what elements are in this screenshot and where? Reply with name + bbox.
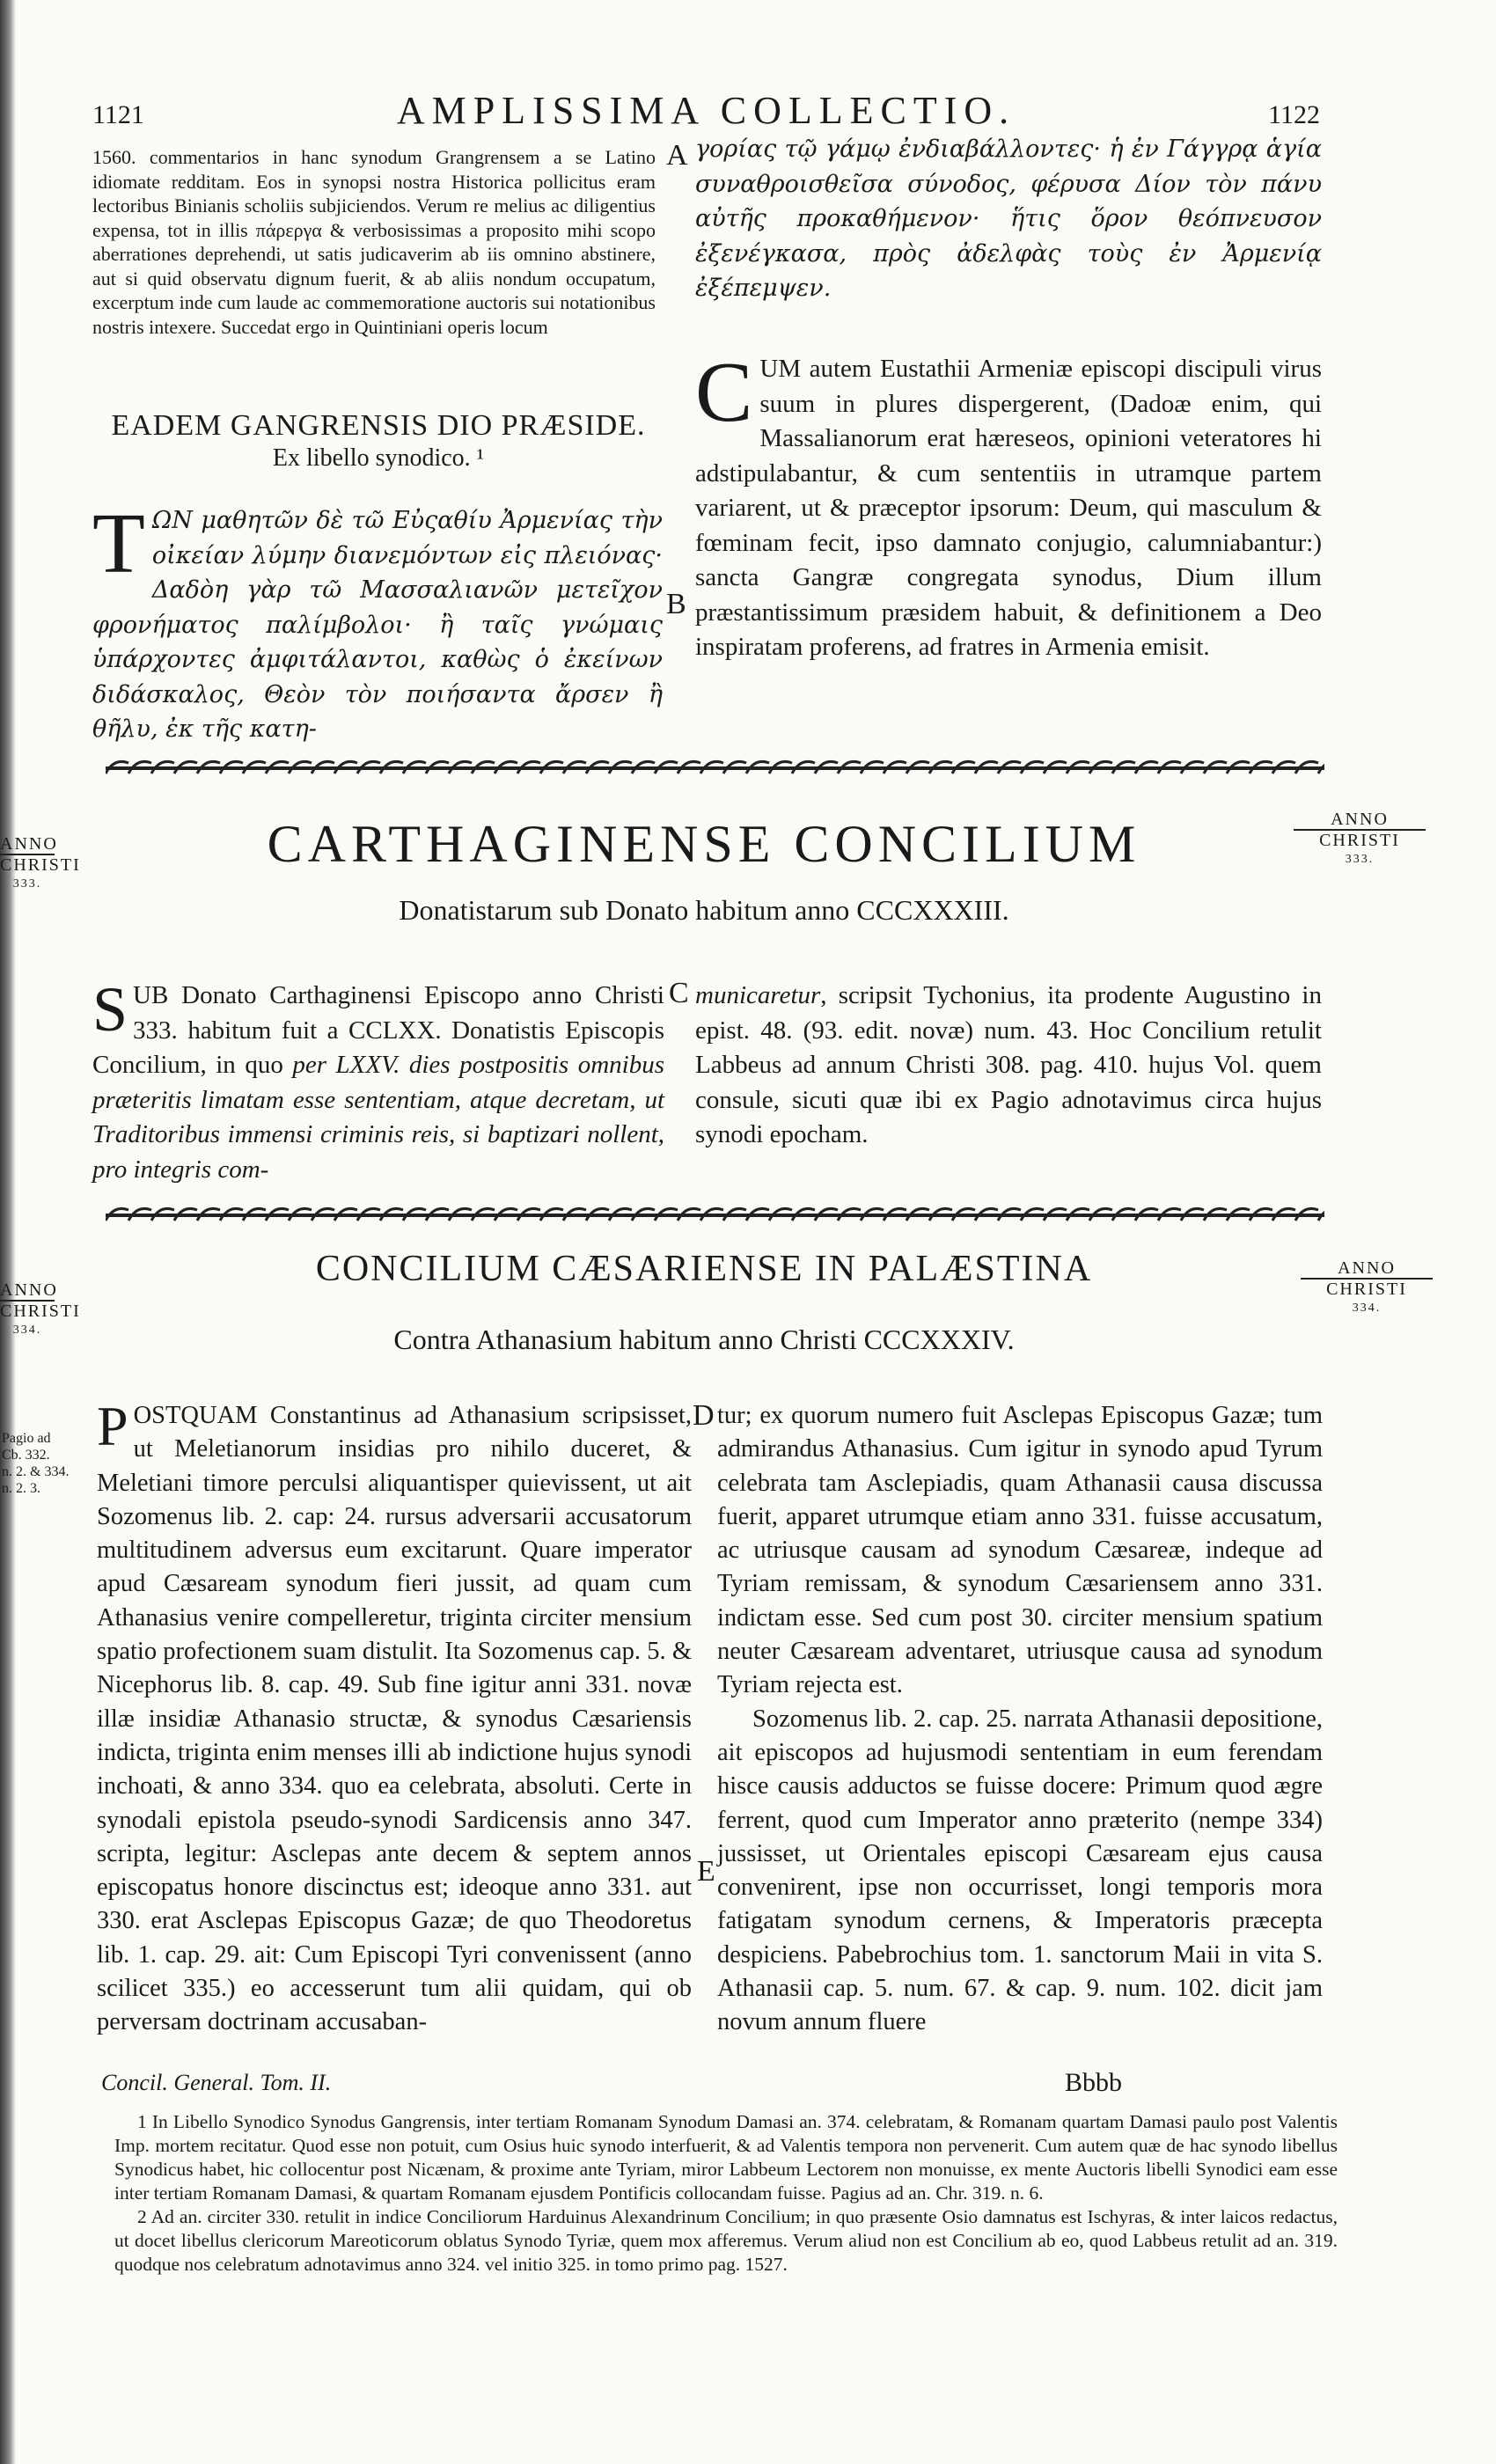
year-label: 333.	[12, 877, 42, 891]
carthage-title: CARTHAGINENSE CONCILIUM	[267, 815, 1141, 873]
christi-label: CHRISTI	[1326, 1280, 1407, 1299]
footnote-2: 2 Ad an. circiter 330. retulit in indice Conciliorum Harduinus Alexandrinum Concilium; in quo præsente Osio damnatus est Ischyras, & inter laicos redactus, ut docet libellus clericorum Mareoticorum oblatus Synodo Tyriæ, quem mox afferemus. Verum aliud non est Concilium ab eo, quod Labbeus retulit ad an. 319. quodque nos celebratum adnotavimus anno 324. vel initio 325. in tomo primo pag. 1527.	[114, 2206, 1338, 2275]
anno-label: ANNO	[1338, 1258, 1396, 1278]
latin-right-block	[695, 345, 1322, 665]
carthage-right-roman: , scripsit Tychonius, ita prodente Augustino in epist. 48. (93. edit. novæ) num. 43. Hoc Concilium retulit Labbeus ad annum Christi 308. pag. 410. hujus Vol. quem consule, sicuti quæ ibi ex Pagio adnotavimus circa hujus synodi epocham.	[695, 981, 1322, 1148]
margin-note-line: n. 2. & 334.	[2, 1464, 70, 1479]
caesarea-left-text: OSTQUAM Constantinus ad Athanasium scripsisset, ut Meletianorum insidias pro nihilo duceret, & Meletiani timore perculsi aliquantisper quievissent, ut ait Sozomenus lib. 2. cap: 24. rursus adversarii accusatorum multitudinem adversus eum excitarunt. Quare imperator apud Cæsaream synodum fieri jussit, ad quam cum Athanasius venire compelleretur, triginta circiter mensium spatio profectionem suam distulit. Ita Sozomenus cap. 5. & Nicephorus lib. 8. cap. 49. Sub fine igitur anni 331. novæ illæ insidiæ Athanasio structæ, & synodus Cæsariensis indicta, triginta enim menses illi ab indictione hujus synodi inchoati, & anno 334. quo ea celebrata, absoluti. Certe in synodali epistola pseudo-synodi Sardicensis anno 347. scripta, legitur: Asclepas ante decem & septem annos episcopatus honore discinctus est; ideoque anno 331. aut 330. erat Asclepas Episcopus Gazæ; de quo Theodoretus lib. 1. cap. 29. ait: Cum Episcopi Tyri convenissent (anno scilicet 335.) eo accesserunt tum alii quidam, qui ob perversam doctrinam accusaban-	[97, 1402, 692, 2036]
caesarea-right-text-1: tur; ex quorum numero fuit Asclepas Episcopus Gazæ; tum admirandus Athanasius. Cum igitur in synodo apud Tyrum celebrata tam Asclepiadis, quam Athanasii causa discussa fuerit, apparet utrumque etiam anno 331. fuisse accusatum, ac utriusque causam ad synodum Cæsareæ, indeque ad Tyriam remissam, & synodum Cæsariensem anno 331. indictam esse. Sed cum post 30. circiter mensium spatium neuter Cæsaream adventaret, utriusque causa ad synodum Tyriam rejecta est.	[717, 1402, 1323, 1699]
caesarea-right-column	[717, 1399, 1323, 2040]
caesarea-right-text-2: Sozomenus lib. 2. cap. 25. narrata Athanasii depositione, ait episcopos ad hujusmodi sententiam in eum ferendam hisce causis adductos se fuisse docere: Primum quod ægre ferrent, quod cum Imperator anno præterito (nempe 334) jussisset, ut Orientales episcopi Cæsaream ejus causa convenirent, ipse non occurrisset, longi temporis mora fatigatam synodum cernens, & Imperatoris præcepta despiciens. Pabebrochius tom. 1. sanctorum Maii in vita S. Athanasii cap. 5. num. 67. & cap. 9. num. 102. dicit jam novum annum fluere	[717, 1705, 1323, 2036]
margin-letter-e: E	[697, 1855, 715, 1888]
anno-right-333	[1294, 810, 1426, 869]
christi-label: CHRISTI	[1319, 831, 1400, 850]
gangra-subtitle: Ex libello synodico. ¹	[272, 444, 485, 472]
carthage-drop-cap: S	[92, 974, 128, 1045]
margin-note-line: n. 2. 3.	[2, 1481, 40, 1496]
christi-label: CHRISTI	[0, 1302, 81, 1321]
gangra-heading	[88, 409, 669, 473]
greek-right-block	[695, 132, 1322, 306]
running-title: AMPLISSIMA COLLECTIO.	[396, 89, 1016, 132]
christi-label: CHRISTI	[0, 855, 81, 875]
anno-label: ANNO	[0, 834, 58, 854]
page-number-left: 1121	[92, 100, 144, 129]
rope-ornament-1	[106, 759, 1324, 778]
footnote-1: 1 In Libello Synodico Synodus Gangrensis, inter tertiam Romanam Synodum Damasi an. 374. celebratam, & Romanam quartam Damasi paulo post Valentis Imp. mortem recitatur. Quod esse non potuit, cum Osius huic synodo interfuerit, & ad Valentis tempora non pervenerit. Cum autem quæ de hac synodo libellus Synodicus habet, hic collocentur post Nicænam, & proxime ante Tyriam, miror Labbeum Lectorem non monuisse, ex mente Auctoris libelli Synodici eam esse inter tertiam Romanam Damasi, & quartam Romanam ejusdem Pontificis collocandam fuisse. Pagius ad an. Chr. 319. n. 6.	[114, 2111, 1338, 2204]
greek-left-block	[92, 496, 663, 747]
anno-label: ANNO	[0, 1280, 58, 1300]
margin-letter-a: A	[666, 139, 688, 172]
latin-drop-cap: C	[695, 345, 753, 440]
anno-right-334	[1301, 1258, 1433, 1318]
margin-letter-d: D	[693, 1399, 715, 1432]
caesarea-subtitle: Contra Athanasium habitum anno Christi CCCXXXIV.	[393, 1324, 1015, 1355]
gathering-signature: Bbbb	[1065, 2068, 1123, 2097]
greek-drop-cap: T	[92, 496, 145, 591]
margin-note-line: Pagio ad	[2, 1431, 51, 1446]
caesarea-left-column	[97, 1395, 692, 2040]
intro-paragraph: 1560. commentarios in hanc synodum Grangrensem a se Latino idiomate redditam. Eos in synopsi nostra Historica pollicitus eram lectoribus Binianis scholiis subjiciendos. Verum re melius ac diligentius expensa, tot in illis πάρεργα & verbosissimas a proposito mihi scopo aberrationes deprehendi, ut satis judicaverim ab iis omnino abstinere, aut si quid observatu dignum fuerit, & ab aliis nondum occupatum, excerptum inde cum laude ac commemoratione auctoris sui notationibus nostris intexere. Succedat ergo in Quintiniani operis locum	[92, 146, 656, 338]
caesarea-title: CONCILIUM CÆSARIENSE IN PALÆSTINA	[315, 1249, 1093, 1289]
carthage-left-italic: per LXXV. dies postpositis omnibus præteritis limatam esse sententiam, atque decretam, ut Traditoribus immensi criminis reis, si baptizari nollent, pro integris com-	[92, 1051, 664, 1184]
caesarea-drop-cap: P	[97, 1395, 128, 1457]
rope-ornament-2	[106, 1206, 1324, 1225]
carthage-right-italic: municaretur	[695, 981, 821, 1009]
carthage-subtitle: Donatistarum sub Donato habitum anno CCCXXXIII.	[399, 894, 1009, 926]
year-label: 333.	[1345, 853, 1375, 866]
margin-note-line: Cb. 332.	[2, 1448, 50, 1463]
latin-right-text: UM autem Eustathii Armeniæ episcopi discipuli virus suum in plures dispergerent, (Dadoæ enim, qui Massalianorum erat hæreseos, opinioni veteratores hi adstipulabantur, & cum sententiis in utramque partem variarent, ut & præceptor ipsorum: Deum, qui masculum & fœminam fecit, ipso damnato conjugio, calumniabantur:) sancta Gangræ congregata synodus, Dium illum præstantissimum præsidem habuit, & definitionem a Deo inspiratam proferens, ad fratres in Armenia emisit.	[695, 355, 1322, 661]
year-label: 334.	[12, 1324, 42, 1337]
greek-left-text: ΩΝ μαθητῶν δὲ τῶ Εὐςαθίυ Ἀρμενίας τὴν οἰκείαν λύμην διανεμόντων εἰς πλειόνας· Δαδὸη γὰρ τῶ Μασσαλιανῶν μετεῖχον φρονήματος παλίμβολοι· ἢ ταῖς γνώμαις ὑπάρχοντες ἀμφιτάλαντοι, καθὼς ὁ ἐκείνων διδάσκαλος, Θεὸν τὸν ποιήσαντα ἄρσεν ἢ θῆλυ, ἐκ τῆς κατη-	[92, 507, 663, 743]
running-header	[92, 81, 1320, 134]
volume-signature: Concil. General. Tom. II.	[101, 2070, 332, 2095]
carthage-left-column	[92, 974, 664, 1187]
margin-letter-c: C	[669, 977, 689, 1009]
anno-label: ANNO	[1331, 810, 1389, 829]
anno-left-334	[0, 1280, 81, 1340]
margin-letter-b: B	[666, 588, 686, 620]
carthage-heading	[132, 814, 1276, 927]
pagi-margin-note	[2, 1430, 90, 1497]
gangra-title: EADEM GANGRENSIS DIO PRÆSIDE.	[111, 409, 646, 442]
footnotes	[114, 2110, 1338, 2277]
anno-left-333	[0, 834, 81, 894]
carthage-right-column	[695, 979, 1322, 1153]
greek-right-text: γορίας τῷ γάμῳ ἐνδιαβάλλοντες· ἡ ἐν Γάγγρᾳ ἁγία συναθροισθεῖσα σύνοδος, φέρυσα Δίον τὸν πάνυ αὐτῆς προκαθήμενον· ἥτις ὅρον θεόπνευσον ἐξενέγκασα, πρὸς ἀδελφὰς τοὺς ἐν Ἀρμενίᾳ ἐξέπεμψεν.	[695, 136, 1322, 302]
carthage-left-roman: UB Donato Carthaginensi Episcopo anno Christi 333. habitum fuit a CCLXX. Donatistis Episcopis Concilium, in quo	[92, 981, 664, 1079]
caesarea-heading	[132, 1248, 1276, 1356]
page-number-right: 1122	[1268, 100, 1320, 129]
binding-shadow	[0, 0, 16, 2464]
top-left-column	[92, 145, 656, 339]
year-label: 334.	[1352, 1302, 1382, 1315]
